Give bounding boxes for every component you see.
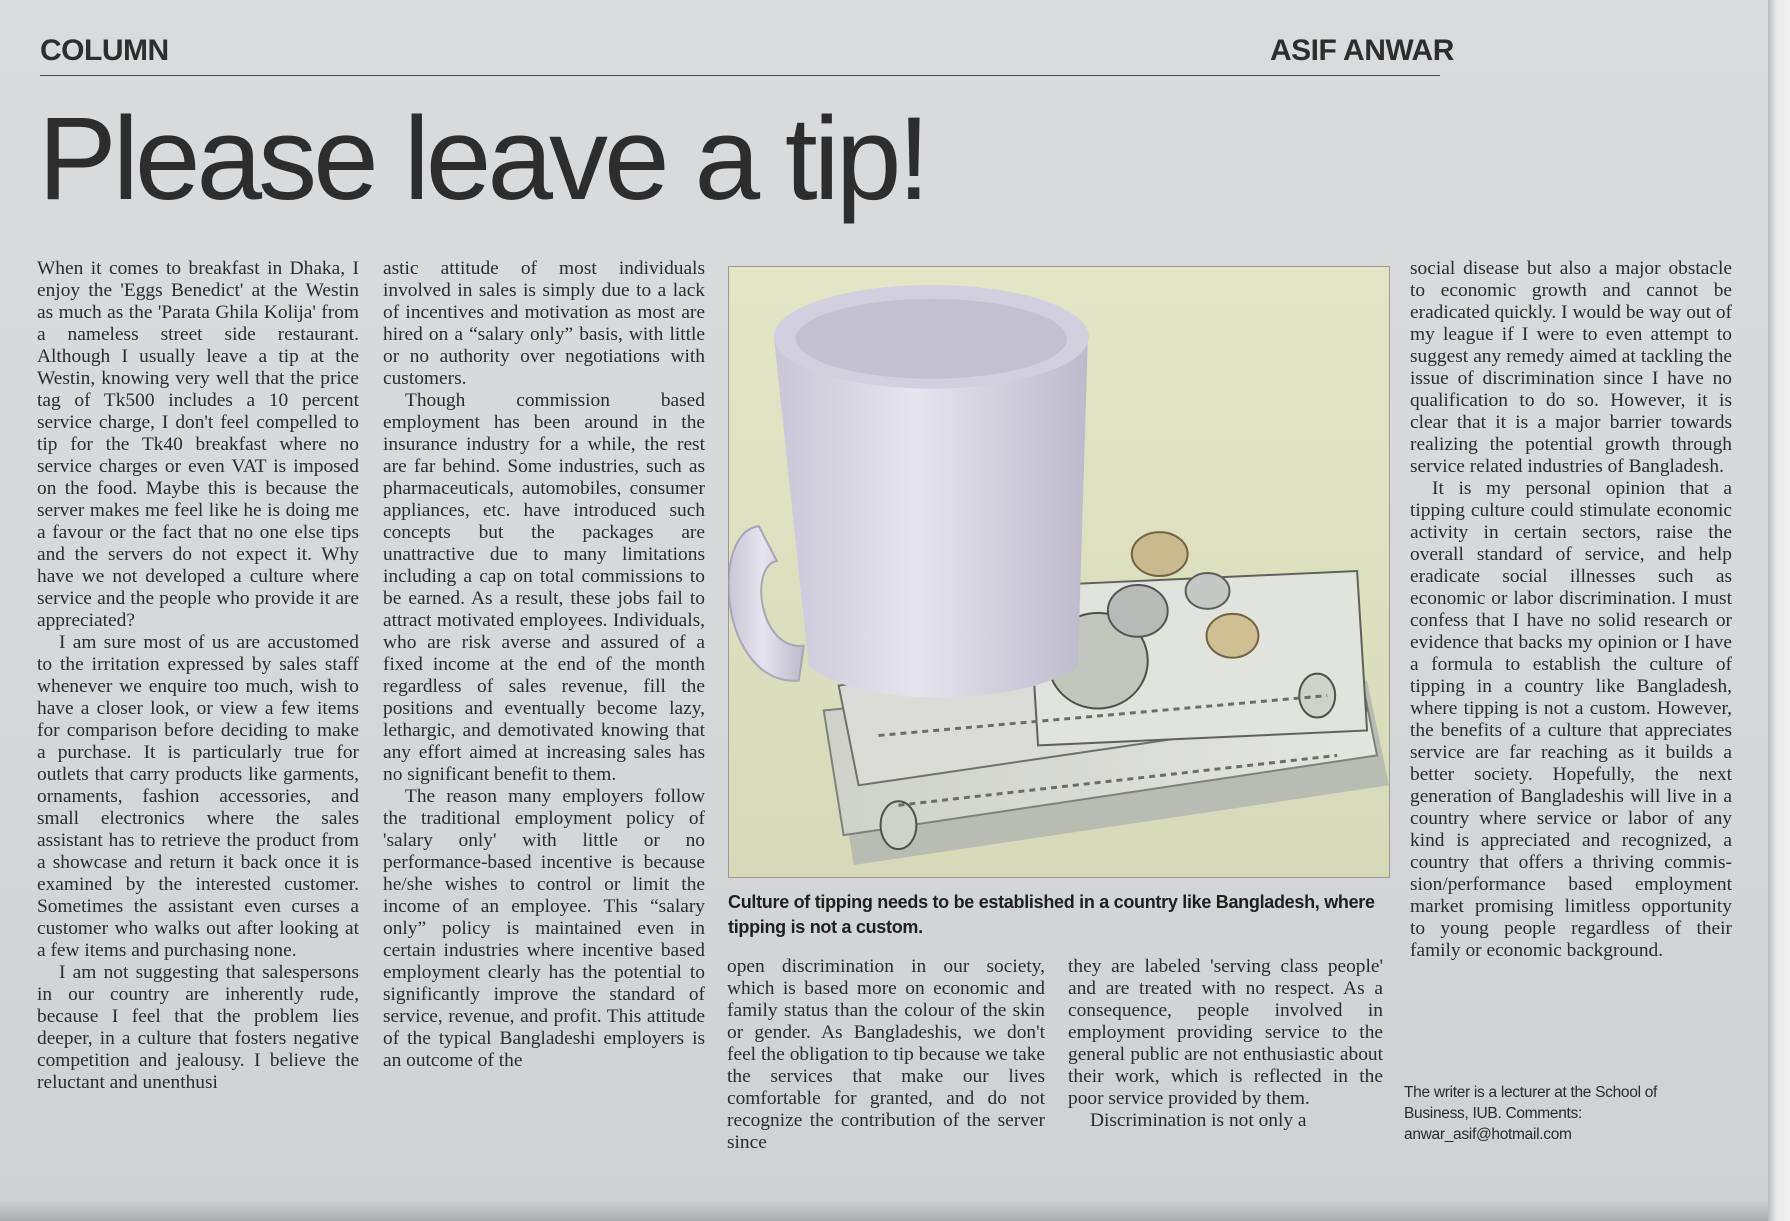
- photo-mug-money-coins: [729, 267, 1389, 877]
- paragraph: It is my personal opinion that a tipping culture could stimulate economic activity in certain sectors, raise the overall standard of service, and help eradicate social illnesses such as economic or labor discrimination. I must confess that I have no solid research or evidence that backs my opinion or I have a formula to establish the culture of tipping in a country like Bangladesh, where tipping is not a custom. However, the benefits of a culture that appreciates service are far reaching as it builds a better society. Hopefully, the next generation of Bangladeshis will live in a country where service or labor of any kind is appreciated and recognized, a country that offers a thriving commission/performance based employment market promising limitless opportunity to young people regardless of their family or economic background.: [1410, 478, 1732, 961]
- author-byline: ASIF ANWAR: [1270, 34, 1454, 67]
- author-bio: The writer is a lecturer at the School of Business, IUB. Comments: anwar_asif@hotmail.com: [1404, 1084, 1658, 1143]
- paragraph: Though commission based employment has been around in the insurance industry for a while, the rest are far behind. Some industries, such as pharmaceuticals, automobiles, consumer appliances, etc. have introduced such concepts but the packages are unattractive due to many limitations including a cap on total commissions to be earned. As a result, these jobs fail to attract motivated employees. Individuals, who are risk averse and assured of a fixed income at the end of the month regardless of sales revenue, fill the positions and eventually become lazy, lethargic, and demotivated knowing that any effort aimed at increasing sales has no significant benefit to them.: [383, 390, 705, 785]
- paragraph: open discrimination in our society, which is based more on economic and family status than the colour of the skin or gender. As Bangladeshis, we don't feel the obligation to tip because we take the services that make our lives comfortable for granted, and do not recognize the contribution of the server since: [727, 956, 1045, 1153]
- article-column-2: [383, 258, 705, 1072]
- headline: Please leave a tip!: [38, 93, 927, 225]
- paragraph: astic attitude of most individuals involved in sales is simply due to a lack of incentives and motivation as most are hired on a “salary only” basis, with little or no authority over negotiations with customers.: [383, 258, 705, 389]
- article-column-4: [1068, 956, 1383, 1132]
- photo-caption: Culture of tipping needs to be established in a country like Bangladesh, where tipping is not a custom.: [728, 892, 1375, 937]
- paragraph: I am not suggesting that salespersons in our country are inherently rude, because I feel that the problem lies deeper, in a culture that fosters negative competition and jealousy. I believe the reluctant and unenthusi: [37, 962, 359, 1093]
- paragraph: social disease but also a major obstacle to economic growth and cannot be eradicated quickly. I would be way out of my league if I were to even attempt to suggest any remedy aimed at tackling the issue of discrimination since I have no qualification to do so. However, it is clear that it is a major barrier towards realizing the potential growth through service related industries of Bangladesh.: [1410, 258, 1732, 477]
- article-photo: [728, 266, 1390, 878]
- page-fold: [1768, 0, 1790, 1221]
- paragraph: When it comes to breakfast in Dhaka, I enjoy the 'Eggs Benedict' at the Westin as much as the 'Parata Ghila Kolija' from a nameless street side restaurant. Although I usually leave a tip at the Westin, knowing very well that the price tag of Tk500 includes a 10 percent service charge, I don't feel compelled to tip for the Tk40 breakfast where no service charges or even VAT is imposed on the food. Maybe this is because the server makes me feel like he is doing me a favour or the fact that no one else tips and the servers do not expect it. Why have we not developed a culture where service and the people who provide it are appreciated?: [37, 258, 359, 631]
- paragraph: The reason many employers follow the traditional employment policy of 'salary only' with little or no performance-based incentive is because he/she wishes to control or limit the income of an employee. This “salary only” policy is maintained even in certain industries where incentive based employment clearly has the potential to significantly improve the standard of service, revenue, and profit. This attitude of the typical Bangladeshi employers is an outcome of the: [383, 786, 705, 1071]
- paragraph: they are labeled 'serving class people' and are treated with no respect. As a consequence, people involved in employment providing service to the general public are not enthusiastic about their work, which is reflected in the poor service provided by them.: [1068, 956, 1383, 1109]
- article-column-3: [727, 956, 1045, 1154]
- page-edge: [0, 1200, 1768, 1221]
- section-label: COLUMN: [40, 34, 169, 67]
- article-column-1: [37, 258, 359, 1094]
- paragraph: Discrimination is not only a: [1090, 1110, 1307, 1131]
- paragraph: I am sure most of us are accustomed to the irritation expressed by sales staff whenever we enquire too much, wish to have a closer look, or view a few items for comparison before deciding to make a purchase. It is particularly true for outlets that carry products like garments, ornaments, fashion accessories, and small electronics where the sales assistant has to retrieve the product from a showcase and return it back once it is examined by the interested customer. Sometimes the assistant even curses a customer who walks out after looking at a few items and purchasing none.: [37, 632, 359, 961]
- article-column-5: [1410, 258, 1732, 962]
- header-rule: [40, 75, 1440, 76]
